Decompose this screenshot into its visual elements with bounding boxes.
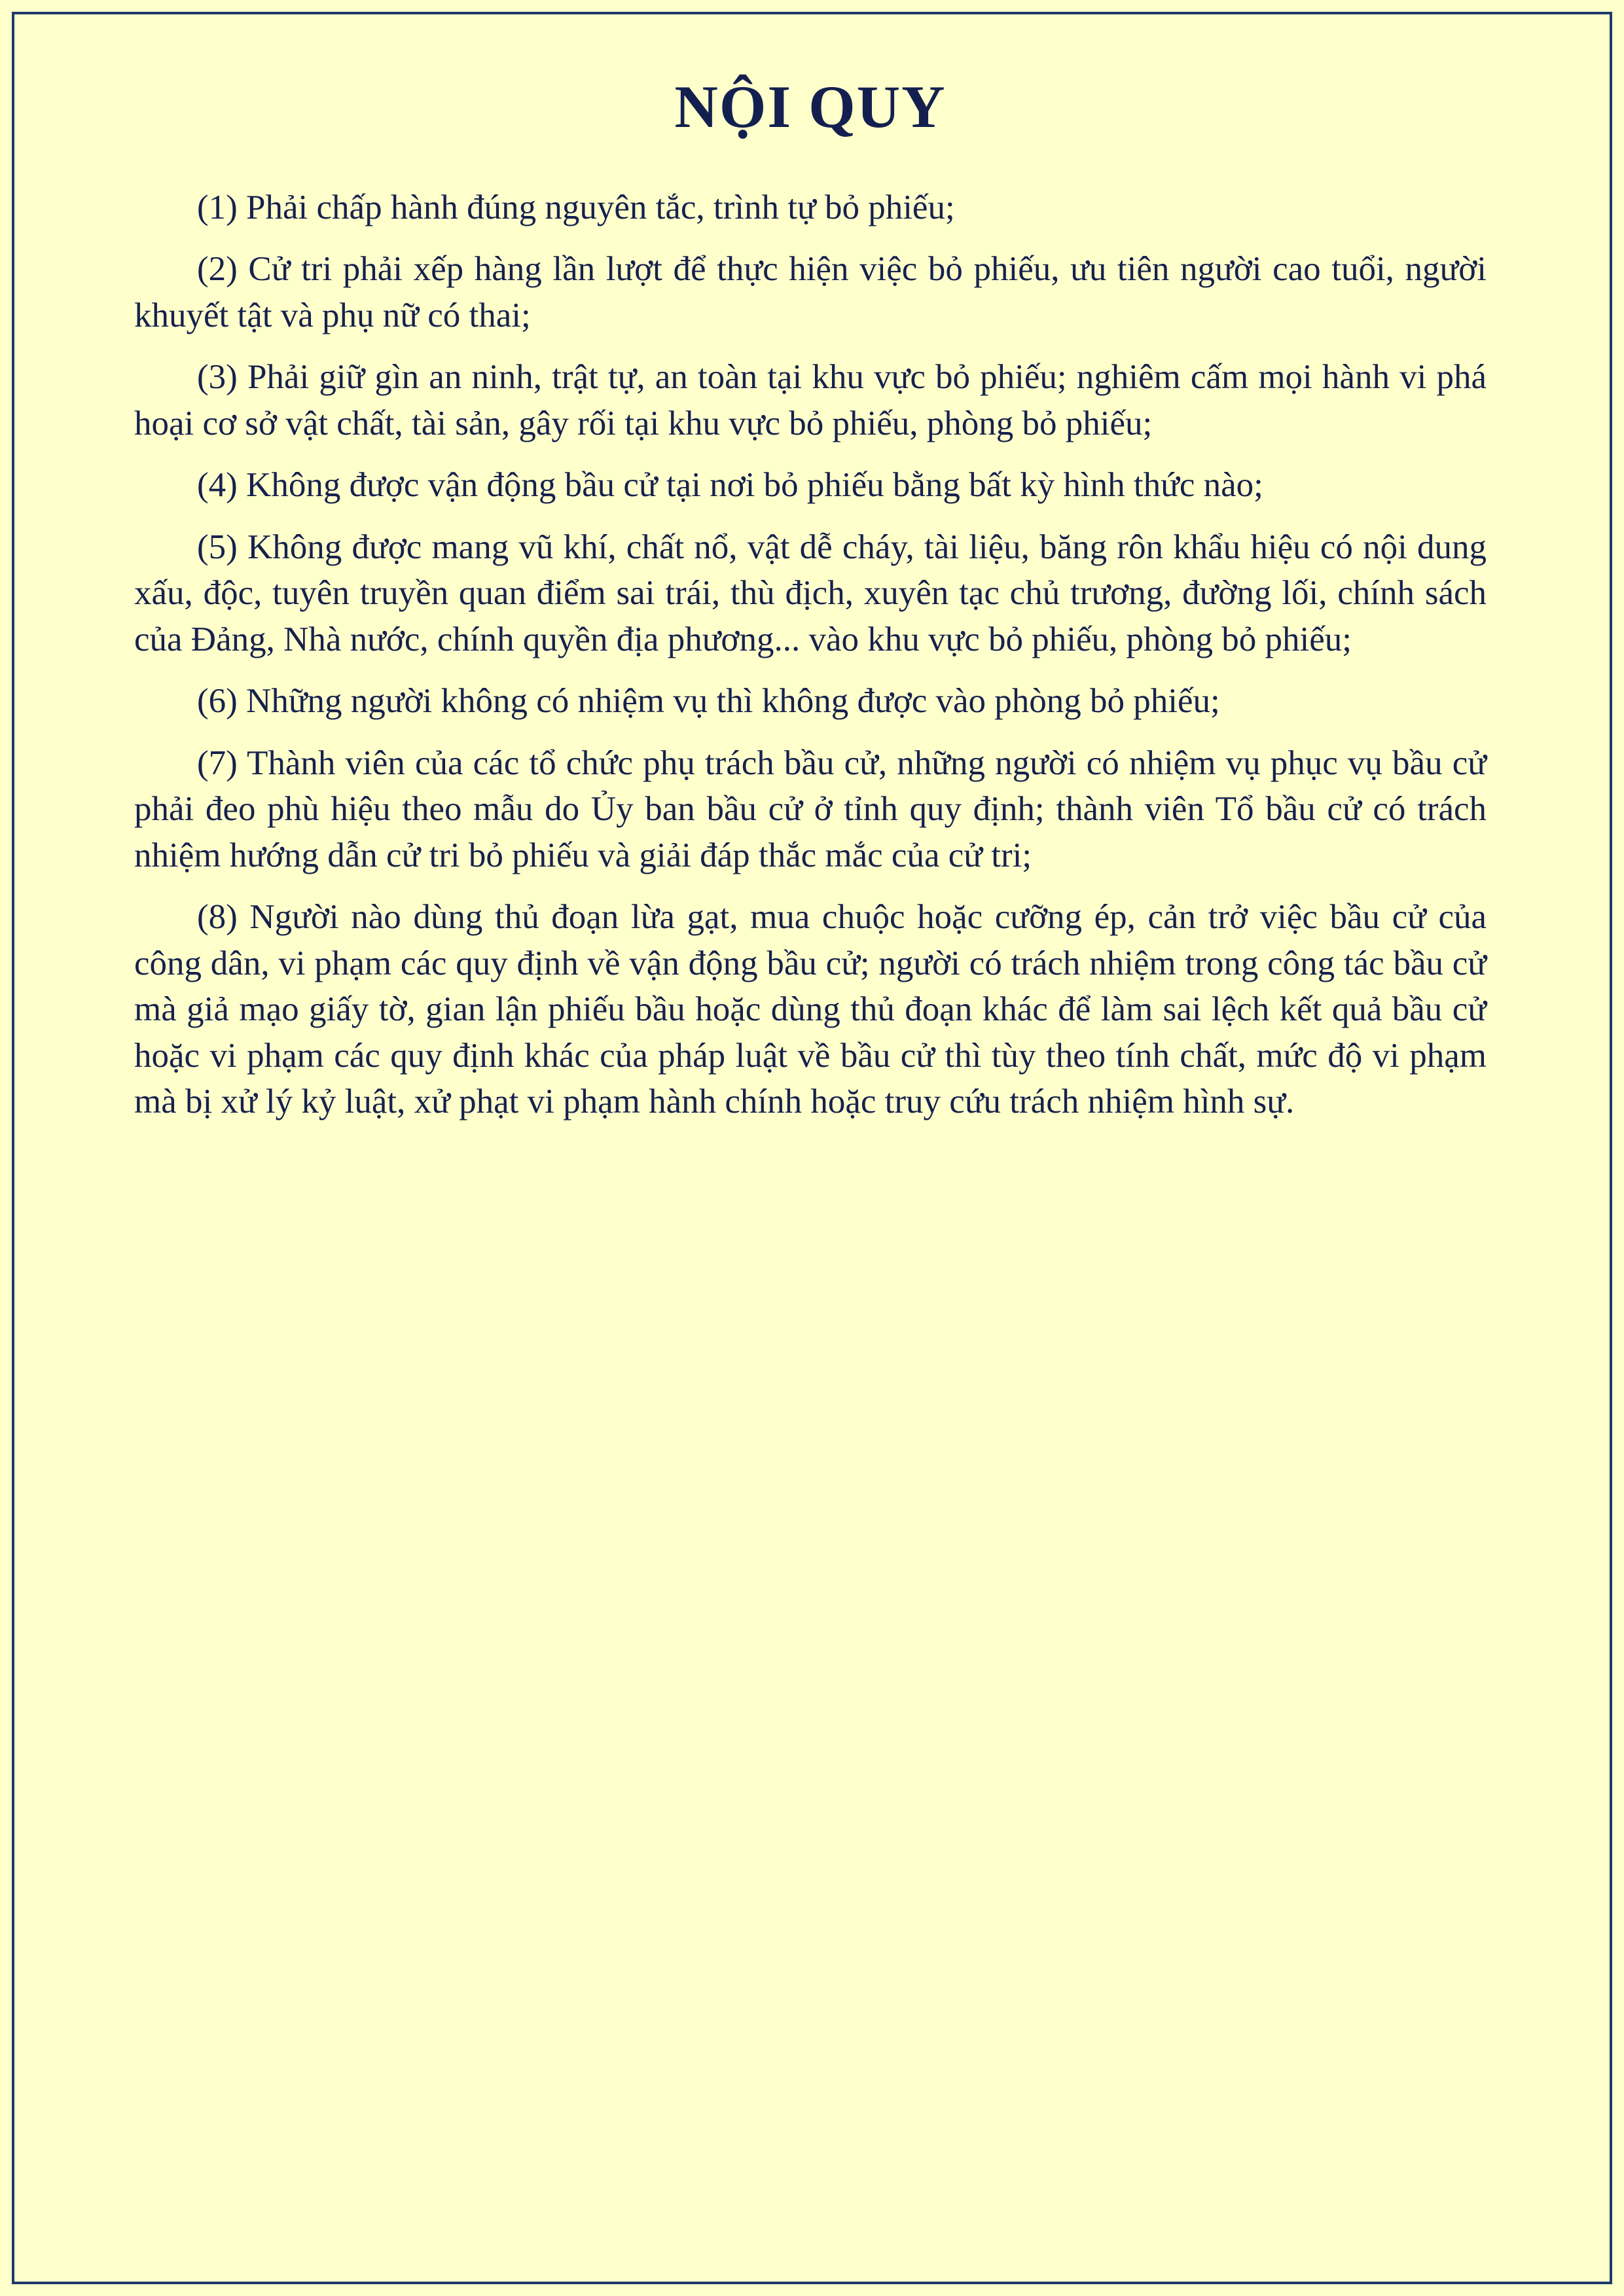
rule-item-5: (5) Không được mang vũ khí, chất nổ, vật dễ cháy, tài liệu, băng rôn khẩu hiệu có nội dung xấu, độc, tuyên truyền quan điểm sai trái, thù địch, xuyên tạc chủ trương, đường lối, chính sách của Đảng, Nhà nước, chính quyền địa phương... vào khu vực bỏ phiếu, phòng bỏ phiếu; xyxy=(134,528,1487,658)
rule-item-2: (2) Cử tri phải xếp hàng lần lượt để thực hiện việc bỏ phiếu, ưu tiên người cao tuổi, người khuyết tật và phụ nữ có thai; xyxy=(134,250,1487,334)
rule-item-7: (7) Thành viên của các tổ chức phụ trách bầu cử, những người có nhiệm vụ phục vụ bầu cử phải đeo phù hiệu theo mẫu do Ủy ban bầu cử ở tỉnh quy định; thành viên Tổ bầu cử có trách nhiệm hướng dẫn cử tri bỏ phiếu và giải đáp thắc mắc của cử tri; xyxy=(134,744,1487,874)
rule-item-4: (4) Không được vận động bầu cử tại nơi bỏ phiếu bằng bất kỳ hình thức nào; xyxy=(197,466,1263,505)
page-title: NỘI QUY xyxy=(674,73,947,140)
rule-item-6: (6) Những người không có nhiệm vụ thì không được vào phòng bỏ phiếu; xyxy=(197,682,1220,721)
rule-item-3: (3) Phải giữ gìn an ninh, trật tự, an toàn tại khu vực bỏ phiếu; nghiêm cấm mọi hành vi phá hoại cơ sở vật chất, tài sản, gây rối tại khu vực bỏ phiếu, phòng bỏ phiếu; xyxy=(134,358,1487,442)
rule-item-8: (8) Người nào dùng thủ đoạn lừa gạt, mua chuộc hoặc cưỡng ép, cản trở việc bầu cử của công dân, vi phạm các quy định về vận động bầu cử; người có trách nhiệm trong công tác bầu cử mà giả mạo giấy tờ, gian lận phiếu bầu hoặc dùng thủ đoạn khác để làm sai lệch kết quả bầu cử hoặc vi phạm các quy định khác của pháp luật về bầu cử thì tùy theo tính chất, mức độ vi phạm mà bị xử lý kỷ luật, xử phạt vi phạm hành chính hoặc truy cứu trách nhiệm hình sự. xyxy=(134,898,1487,1121)
rule-item-1: (1) Phải chấp hành đúng nguyên tắc, trình tự bỏ phiếu; xyxy=(197,188,955,226)
